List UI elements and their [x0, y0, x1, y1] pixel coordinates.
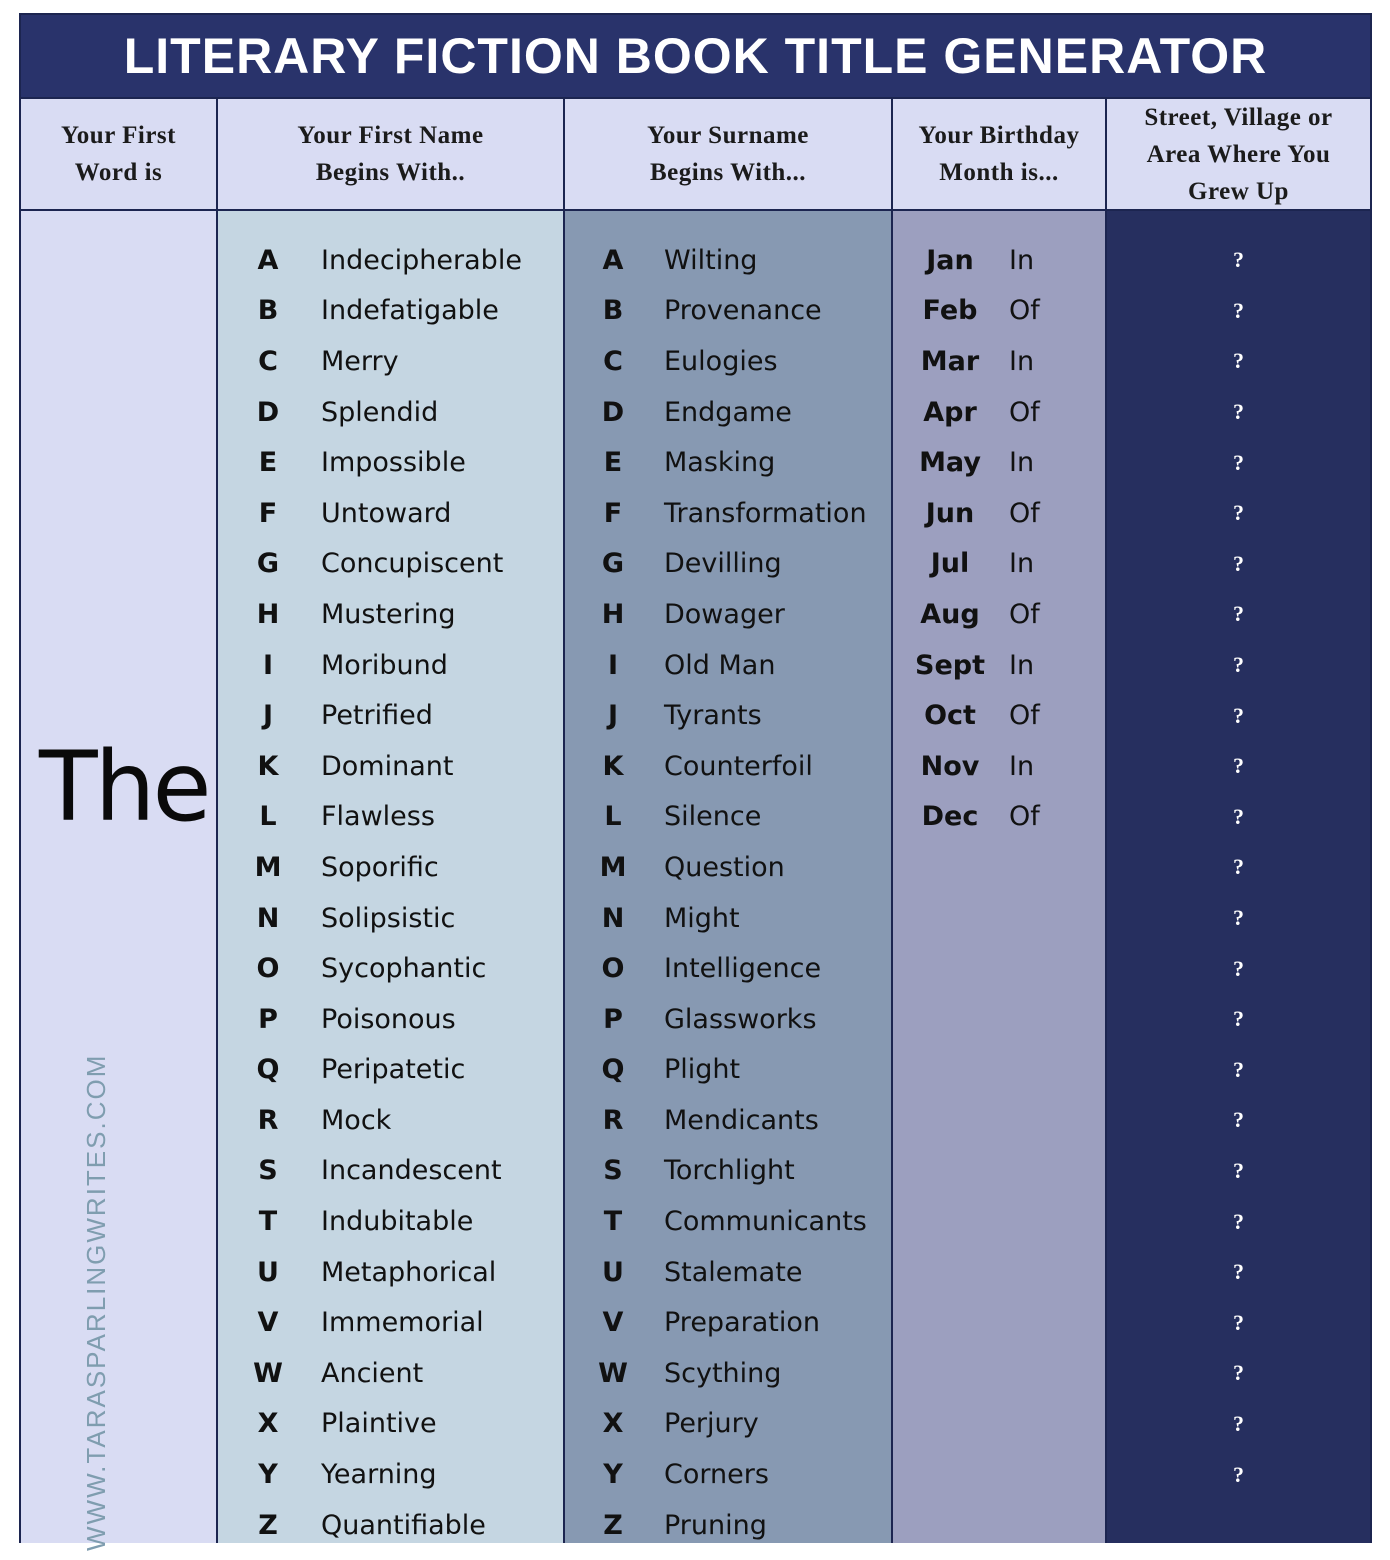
- surname-letter: S: [603, 1155, 623, 1187]
- surname-word: Provenance: [664, 295, 822, 327]
- surname-word: Question: [664, 851, 785, 883]
- surname-letter: K: [602, 750, 624, 782]
- surname-letter: G: [601, 548, 625, 580]
- surname-row: [565, 1247, 891, 1298]
- surname-letter: T: [603, 1206, 623, 1238]
- month-name: Apr: [923, 396, 977, 428]
- header-first-word: Your First Word is: [61, 122, 176, 186]
- column-first-name: [218, 211, 563, 1543]
- month-name: Sept: [915, 649, 985, 681]
- surname-word: Eulogies: [664, 345, 778, 377]
- place-question-mark: ?: [1233, 297, 1244, 323]
- surname-row: [565, 589, 891, 640]
- page-title: LITERARY FICTION BOOK TITLE GENERATOR: [21, 15, 1370, 97]
- first-name-letter: M: [254, 851, 282, 883]
- first-name-word: Metaphorical: [321, 1256, 497, 1288]
- surname-word: Dowager: [664, 598, 785, 630]
- month-preposition: Of: [1009, 700, 1040, 732]
- surname-letter: M: [599, 851, 627, 883]
- surname-row: [565, 1095, 891, 1146]
- month-row: [893, 336, 1105, 387]
- first-name-row: [218, 640, 563, 691]
- surname-word: Wilting: [664, 244, 758, 276]
- surname-row: [565, 1449, 891, 1500]
- first-name-letter: X: [257, 1408, 279, 1440]
- surname-row: [565, 336, 891, 387]
- place-row: [1107, 336, 1370, 387]
- first-name-word: Soporific: [321, 851, 439, 883]
- surname-word: Scything: [664, 1357, 782, 1389]
- surname-row: [565, 943, 891, 994]
- place-question-mark: ?: [1233, 1410, 1244, 1436]
- first-name-letter: V: [257, 1307, 279, 1339]
- surname-row: [565, 1348, 891, 1399]
- first-name-letter: L: [259, 801, 277, 833]
- place-question-mark: ?: [1233, 348, 1244, 374]
- place-row: [1107, 1247, 1370, 1298]
- first-name-row: [218, 792, 563, 843]
- first-name-row: [218, 539, 563, 590]
- place-row: [1107, 437, 1370, 488]
- first-name-row: [218, 1095, 563, 1146]
- place-question-mark: ?: [1233, 803, 1244, 829]
- first-name-word: Impossible: [321, 447, 466, 479]
- first-name-word: Mock: [321, 1104, 392, 1136]
- month-name: Jul: [930, 548, 970, 580]
- surname-letter: A: [602, 244, 624, 276]
- place-row: [1107, 1146, 1370, 1197]
- surname-row: [565, 690, 891, 741]
- first-name-word: Splendid: [321, 396, 439, 428]
- surname-letter: H: [601, 598, 625, 630]
- first-name-row: [218, 1247, 563, 1298]
- surname-word: Old Man: [664, 649, 776, 681]
- watermark: WWW.TARASPARLINGWRITES.COM: [81, 1053, 111, 1551]
- month-row: [893, 488, 1105, 539]
- first-name-letter: N: [256, 902, 280, 934]
- month-preposition: In: [1009, 345, 1035, 377]
- first-name-letter: O: [256, 953, 280, 985]
- first-name-row: [218, 943, 563, 994]
- first-name-letter: J: [262, 700, 274, 732]
- first-name-row: [218, 893, 563, 944]
- first-name-letter: Y: [258, 1459, 278, 1491]
- surname-letter: Q: [601, 1054, 625, 1086]
- first-name-row: [218, 1399, 563, 1450]
- first-name-row: [218, 437, 563, 488]
- place-row: [1107, 1196, 1370, 1247]
- first-name-row: [218, 488, 563, 539]
- month-name: Jan: [926, 244, 974, 276]
- first-name-word: Mustering: [321, 598, 456, 630]
- first-name-letter: U: [257, 1256, 279, 1288]
- first-name-row: [218, 336, 563, 387]
- first-name-letter: E: [258, 447, 278, 479]
- surname-letter: R: [602, 1104, 624, 1136]
- place-row: [1107, 235, 1370, 286]
- surname-row: [565, 437, 891, 488]
- month-name: Feb: [922, 295, 978, 327]
- surname-word: Intelligence: [664, 953, 822, 985]
- first-name-word: Concupiscent: [321, 548, 504, 580]
- month-name: Mar: [920, 345, 980, 377]
- surname-letter: U: [602, 1256, 624, 1288]
- place-question-mark: ?: [1233, 652, 1244, 678]
- place-question-mark: ?: [1233, 905, 1244, 931]
- surname-letter: L: [604, 801, 622, 833]
- first-name-row: [218, 1196, 563, 1247]
- place-row: [1107, 893, 1370, 944]
- header-place: Street, Village or Area Where You Grew Up: [1144, 103, 1333, 205]
- surname-letter: D: [601, 396, 625, 428]
- surname-row: [565, 994, 891, 1045]
- month-preposition: In: [1009, 750, 1035, 782]
- month-preposition: In: [1009, 447, 1035, 479]
- place-row: [1107, 1399, 1370, 1450]
- first-name-letter: G: [256, 548, 280, 580]
- surname-letter: P: [603, 1003, 623, 1035]
- place-question-mark: ?: [1233, 955, 1244, 981]
- place-question-mark: ?: [1233, 449, 1244, 475]
- month-list: [893, 235, 1105, 842]
- first-name-word: Indubitable: [321, 1206, 474, 1238]
- first-name-row: [218, 387, 563, 438]
- place-question-mark: ?: [1233, 854, 1244, 880]
- month-name: Jun: [925, 497, 975, 529]
- first-name-row: [218, 1297, 563, 1348]
- first-name-word: Merry: [321, 345, 399, 377]
- place-question-mark: ?: [1233, 1360, 1244, 1386]
- surname-letter: Z: [603, 1509, 623, 1541]
- place-question-mark: ?: [1233, 753, 1244, 779]
- surname-row: [565, 1196, 891, 1247]
- place-row: [1107, 943, 1370, 994]
- place-question-mark: ?: [1233, 1259, 1244, 1285]
- place-row: [1107, 387, 1370, 438]
- place-row: [1107, 842, 1370, 893]
- first-name-letter: Q: [256, 1054, 280, 1086]
- surname-word: Might: [664, 902, 740, 934]
- surname-row: [565, 842, 891, 893]
- surname-row: [565, 387, 891, 438]
- surname-letter: I: [607, 649, 619, 681]
- month-row: [893, 387, 1105, 438]
- first-name-word: Moribund: [321, 649, 448, 681]
- first-name-word: Quantifiable: [321, 1509, 486, 1541]
- surname-word: Mendicants: [664, 1104, 819, 1136]
- place-row: [1107, 488, 1370, 539]
- month-row: [893, 741, 1105, 792]
- first-name-row: [218, 235, 563, 286]
- first-name-word: Ancient: [321, 1357, 424, 1389]
- surname-row: [565, 1045, 891, 1096]
- first-name-word: Indefatigable: [321, 295, 499, 327]
- month-preposition: Of: [1009, 801, 1040, 833]
- first-name-word: Incandescent: [321, 1155, 502, 1187]
- month-preposition: In: [1009, 548, 1035, 580]
- surname-word: Stalemate: [664, 1256, 803, 1288]
- first-name-letter: H: [256, 598, 280, 630]
- surname-letter: X: [602, 1408, 624, 1440]
- month-row: [893, 792, 1105, 843]
- surname-word: Preparation: [664, 1307, 820, 1339]
- first-name-word: Poisonous: [321, 1003, 456, 1035]
- surname-letter: E: [603, 447, 623, 479]
- surname-word: Perjury: [664, 1408, 759, 1440]
- month-name: Dec: [921, 801, 979, 833]
- month-name: Aug: [920, 598, 980, 630]
- first-name-word: Flawless: [321, 801, 435, 833]
- column-divider: [563, 97, 565, 1543]
- first-name-word: Untoward: [321, 497, 452, 529]
- surname-letter: F: [603, 497, 623, 529]
- first-name-row: [218, 1348, 563, 1399]
- first-name-letter: Z: [258, 1509, 278, 1541]
- first-word-the: The: [39, 731, 209, 843]
- first-name-word: Petrified: [321, 700, 433, 732]
- surname-row: [565, 893, 891, 944]
- surname-word: Silence: [664, 801, 762, 833]
- column-divider: [216, 97, 218, 1543]
- first-name-word: Immemorial: [321, 1307, 484, 1339]
- place-row: [1107, 1348, 1370, 1399]
- surname-word: Plight: [664, 1054, 741, 1086]
- surname-word: Communicants: [664, 1206, 867, 1238]
- month-preposition: Of: [1009, 497, 1040, 529]
- surname-row: [565, 1146, 891, 1197]
- place-row: [1107, 539, 1370, 590]
- surname-letter: V: [602, 1307, 624, 1339]
- month-name: May: [919, 447, 981, 479]
- place-question-mark: ?: [1233, 550, 1244, 576]
- place-row: [1107, 741, 1370, 792]
- surname-row: [565, 792, 891, 843]
- column-place: [1107, 211, 1370, 1543]
- surname-row: [565, 1500, 891, 1551]
- surname-letter: O: [601, 953, 625, 985]
- first-name-letter: B: [257, 295, 279, 327]
- place-question-mark: ?: [1233, 399, 1244, 425]
- first-name-word: Peripatetic: [321, 1054, 466, 1086]
- place-list: [1107, 235, 1370, 1500]
- first-name-row: [218, 842, 563, 893]
- first-name-word: Yearning: [321, 1459, 437, 1491]
- header-row: [21, 97, 1370, 211]
- surname-row: [565, 235, 891, 286]
- first-name-letter: A: [257, 244, 279, 276]
- first-name-letter: R: [257, 1104, 279, 1136]
- surname-word: Torchlight: [664, 1155, 795, 1187]
- month-row: [893, 690, 1105, 741]
- surname-word: Masking: [664, 447, 776, 479]
- column-surname: [565, 211, 891, 1543]
- first-name-letter: K: [257, 750, 279, 782]
- column-birthday-month: [893, 211, 1105, 1543]
- surname-word: Tyrants: [664, 700, 762, 732]
- place-row: [1107, 589, 1370, 640]
- month-name: Nov: [920, 750, 980, 782]
- month-preposition: Of: [1009, 295, 1040, 327]
- surname-letter: B: [602, 295, 624, 327]
- surname-letter: N: [601, 902, 625, 934]
- place-row: [1107, 1449, 1370, 1500]
- place-row: [1107, 1297, 1370, 1348]
- month-row: [893, 286, 1105, 337]
- place-question-mark: ?: [1233, 702, 1244, 728]
- generator-table: [19, 13, 1372, 1551]
- month-row: [893, 437, 1105, 488]
- first-name-word: Indecipherable: [321, 244, 522, 276]
- first-name-row: [218, 1045, 563, 1096]
- place-row: [1107, 690, 1370, 741]
- place-question-mark: ?: [1233, 247, 1244, 273]
- first-name-letter: C: [258, 345, 278, 377]
- surname-row: [565, 1297, 891, 1348]
- surname-letter: W: [598, 1357, 628, 1389]
- place-row: [1107, 994, 1370, 1045]
- surname-word: Devilling: [664, 548, 782, 580]
- month-name: Oct: [924, 700, 976, 732]
- place-question-mark: ?: [1233, 1208, 1244, 1234]
- first-name-word: Plaintive: [321, 1408, 437, 1440]
- month-row: [893, 640, 1105, 691]
- first-name-word: Solipsistic: [321, 902, 456, 934]
- first-name-list: [218, 235, 563, 1550]
- first-name-row: [218, 589, 563, 640]
- surname-row: [565, 640, 891, 691]
- header-first-name: Your First Name Begins With..: [297, 122, 484, 186]
- place-question-mark: ?: [1233, 500, 1244, 526]
- surname-word: Pruning: [664, 1509, 767, 1541]
- place-question-mark: ?: [1233, 1006, 1244, 1032]
- surname-list: [565, 235, 891, 1550]
- place-question-mark: ?: [1233, 1157, 1244, 1183]
- column-divider: [891, 97, 893, 1543]
- first-name-letter: T: [258, 1206, 278, 1238]
- surname-word: Counterfoil: [664, 750, 813, 782]
- month-row: [893, 235, 1105, 286]
- first-name-letter: W: [253, 1357, 283, 1389]
- first-name-letter: P: [258, 1003, 278, 1035]
- first-name-word: Sycophantic: [321, 953, 487, 985]
- first-name-row: [218, 690, 563, 741]
- first-name-word: Dominant: [321, 750, 454, 782]
- surname-word: Endgame: [664, 396, 792, 428]
- column-first-word: [21, 211, 216, 1551]
- month-row: [893, 539, 1105, 590]
- month-row: [893, 589, 1105, 640]
- place-row: [1107, 1095, 1370, 1146]
- first-name-row: [218, 1146, 563, 1197]
- place-row: [1107, 286, 1370, 337]
- surname-word: Corners: [664, 1459, 769, 1491]
- first-name-row: [218, 741, 563, 792]
- header-surname: Your Surname Begins With...: [647, 122, 809, 186]
- header-birthday: Your Birthday Month is...: [918, 122, 1080, 186]
- surname-row: [565, 286, 891, 337]
- place-row: [1107, 792, 1370, 843]
- surname-row: [565, 741, 891, 792]
- first-name-row: [218, 1500, 563, 1551]
- place-question-mark: ?: [1233, 601, 1244, 627]
- month-preposition: In: [1009, 244, 1035, 276]
- surname-row: [565, 1399, 891, 1450]
- first-name-row: [218, 994, 563, 1045]
- month-preposition: In: [1009, 649, 1035, 681]
- place-question-mark: ?: [1233, 1309, 1244, 1335]
- place-question-mark: ?: [1233, 1461, 1244, 1487]
- surname-letter: J: [607, 700, 619, 732]
- first-name-letter: D: [256, 396, 280, 428]
- month-preposition: Of: [1009, 598, 1040, 630]
- surname-word: Glassworks: [664, 1003, 817, 1035]
- first-name-row: [218, 286, 563, 337]
- place-row: [1107, 640, 1370, 691]
- first-name-letter: I: [262, 649, 274, 681]
- first-name-row: [218, 1449, 563, 1500]
- first-name-letter: F: [258, 497, 278, 529]
- surname-letter: Y: [603, 1459, 623, 1491]
- surname-word: Transformation: [664, 497, 867, 529]
- place-question-mark: ?: [1233, 1107, 1244, 1133]
- surname-letter: C: [603, 345, 623, 377]
- surname-row: [565, 539, 891, 590]
- first-name-letter: S: [258, 1155, 278, 1187]
- surname-row: [565, 488, 891, 539]
- column-divider: [1105, 97, 1107, 1543]
- place-question-mark: ?: [1233, 1056, 1244, 1082]
- place-row: [1107, 1045, 1370, 1096]
- month-preposition: Of: [1009, 396, 1040, 428]
